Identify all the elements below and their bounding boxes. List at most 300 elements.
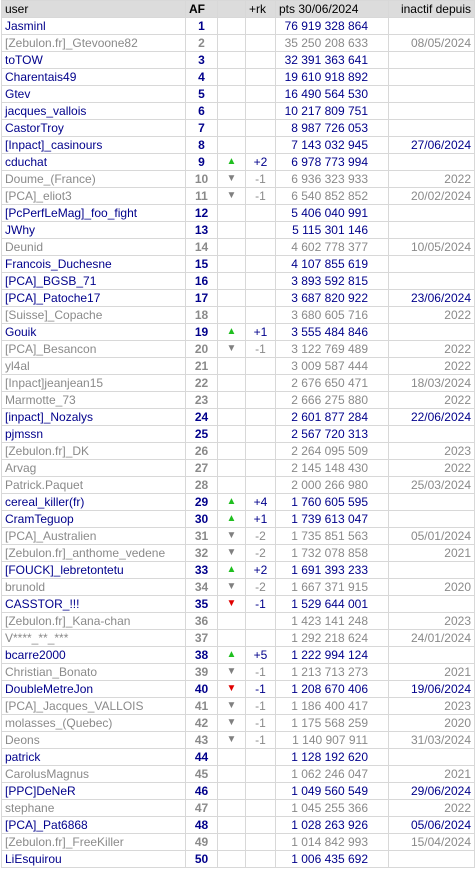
- points-value: 76 919 328 864: [276, 18, 389, 35]
- rank-change-arrow-cell: [218, 307, 246, 324]
- rank-change-value: -1: [246, 681, 276, 698]
- rank-cell: 45: [186, 766, 218, 783]
- rank-change-arrow-cell: [218, 834, 246, 851]
- rank-change-arrow-cell: [218, 426, 246, 443]
- rank-cell: 15: [186, 256, 218, 273]
- rank-change-value: [246, 460, 276, 477]
- rank-cell: 2: [186, 35, 218, 52]
- inactive-since-value: 22/06/2024: [389, 409, 475, 426]
- rank-change-value: -1: [246, 698, 276, 715]
- rank-change-value: [246, 69, 276, 86]
- inactive-since-value: 29/06/2024: [389, 783, 475, 800]
- user-name-link[interactable]: cereal_killer(fr): [2, 494, 186, 511]
- user-name-link[interactable]: pjmssn: [2, 426, 186, 443]
- rank-change-value: -2: [246, 579, 276, 596]
- user-name-link[interactable]: brunold: [2, 579, 186, 596]
- rank-change-arrow-cell: [218, 494, 246, 511]
- rank-cell: 30: [186, 511, 218, 528]
- inactive-since-value: 2022: [389, 171, 475, 188]
- table-row[interactable]: [2, 290, 475, 307]
- user-name-link[interactable]: Arvag: [2, 460, 186, 477]
- points-value: 35 250 208 633: [276, 35, 389, 52]
- inactive-since-value: [389, 494, 475, 511]
- rank-change-value: [246, 35, 276, 52]
- table-body: [2, 18, 475, 868]
- user-name-link[interactable]: Patrick.Paquet: [2, 477, 186, 494]
- points-value: 16 490 564 530: [276, 86, 389, 103]
- rank-change-value: -1: [246, 171, 276, 188]
- rank-change-value: [246, 256, 276, 273]
- rank-change-arrow-cell: [218, 69, 246, 86]
- points-value: 1 222 994 124: [276, 647, 389, 664]
- points-value: 1 208 670 406: [276, 681, 389, 698]
- points-value: 2 000 266 980: [276, 477, 389, 494]
- rank-change-arrow-cell: [218, 766, 246, 783]
- table-row[interactable]: [2, 69, 475, 86]
- rank-change-value: [246, 477, 276, 494]
- user-name-link[interactable]: Charentais49: [2, 69, 186, 86]
- table-row[interactable]: [2, 460, 475, 477]
- user-name-link[interactable]: [FOUCK]_lebretontetu: [2, 562, 186, 579]
- user-name-link[interactable]: Deunid: [2, 239, 186, 256]
- table-row[interactable]: [2, 630, 475, 647]
- rank-cell: 14: [186, 239, 218, 256]
- rank-change-value: -1: [246, 732, 276, 749]
- table-row[interactable]: [2, 341, 475, 358]
- inactive-since-value: 24/01/2024: [389, 630, 475, 647]
- rank-change-arrow-cell: [218, 664, 246, 681]
- inactive-since-value: 2022: [389, 800, 475, 817]
- table-row[interactable]: [2, 664, 475, 681]
- rank-change-value: -2: [246, 545, 276, 562]
- table-row[interactable]: [2, 171, 475, 188]
- rank-cell: 38: [186, 647, 218, 664]
- user-name-link[interactable]: [PCA]_Besancon: [2, 341, 186, 358]
- user-name-link[interactable]: molasses_(Quebec): [2, 715, 186, 732]
- user-name-link[interactable]: [PCA]_Jacques_VALLOIS: [2, 698, 186, 715]
- user-name-link[interactable]: [Suisse]_Copache: [2, 307, 186, 324]
- rank-cell: 28: [186, 477, 218, 494]
- rank-change-arrow-cell: [218, 222, 246, 239]
- inactive-since-value: [389, 851, 475, 868]
- rank-cell: 41: [186, 698, 218, 715]
- rank-change-arrow-cell: [218, 528, 246, 545]
- rank-cell: 32: [186, 545, 218, 562]
- table-row[interactable]: [2, 834, 475, 851]
- rank-cell: 31: [186, 528, 218, 545]
- table-row[interactable]: [2, 562, 475, 579]
- user-name-link[interactable]: yl4al: [2, 358, 186, 375]
- rank-cell: 16: [186, 273, 218, 290]
- inactive-since-value: [389, 562, 475, 579]
- rank-change-value: [246, 613, 276, 630]
- rank-change-value: [246, 783, 276, 800]
- inactive-since-value: 10/05/2024: [389, 239, 475, 256]
- user-name-link[interactable]: JWhy: [2, 222, 186, 239]
- rank-cell: 19: [186, 324, 218, 341]
- rank-change-arrow-cell: [218, 392, 246, 409]
- points-value: 1 739 613 047: [276, 511, 389, 528]
- rank-change-value: [246, 409, 276, 426]
- table-row[interactable]: [2, 52, 475, 69]
- points-value: 10 217 809 751: [276, 103, 389, 120]
- rank-cell: 17: [186, 290, 218, 307]
- header-af[interactable]: AF: [186, 1, 218, 18]
- rank-change-value: [246, 86, 276, 103]
- table-row[interactable]: [2, 443, 475, 460]
- points-value: 4 602 778 377: [276, 239, 389, 256]
- rank-cell: 47: [186, 800, 218, 817]
- ranking-table: [1, 0, 475, 868]
- points-value: 2 567 720 313: [276, 426, 389, 443]
- inactive-since-value: [389, 69, 475, 86]
- arrow-down-icon: ▼: [226, 173, 237, 184]
- arrow-up-icon: ▲: [226, 496, 237, 507]
- rank-cell: 26: [186, 443, 218, 460]
- rank-cell: 4: [186, 69, 218, 86]
- rank-change-value: +2: [246, 154, 276, 171]
- rank-change-value: [246, 205, 276, 222]
- rank-change-value: -1: [246, 341, 276, 358]
- user-name-link[interactable]: [PCA]_Patoche17: [2, 290, 186, 307]
- user-name-link[interactable]: Gouik: [2, 324, 186, 341]
- rank-change-arrow-cell: [218, 545, 246, 562]
- user-name-link[interactable]: Francois_Duchesne: [2, 256, 186, 273]
- points-value: 1 186 400 417: [276, 698, 389, 715]
- inactive-since-value: 05/01/2024: [389, 528, 475, 545]
- table-row[interactable]: [2, 188, 475, 205]
- user-name-link[interactable]: Christian_Bonato: [2, 664, 186, 681]
- table-row[interactable]: [2, 18, 475, 35]
- user-name-link[interactable]: patrick: [2, 749, 186, 766]
- points-value: 3 687 820 922: [276, 290, 389, 307]
- rank-change-arrow-cell: [218, 120, 246, 137]
- user-name-link[interactable]: [inpact]_Nozalys: [2, 409, 186, 426]
- rank-change-arrow-cell: [218, 18, 246, 35]
- inactive-since-value: [389, 426, 475, 443]
- table-row[interactable]: [2, 749, 475, 766]
- rank-change-value: +2: [246, 562, 276, 579]
- rank-change-arrow-cell: [218, 443, 246, 460]
- inactive-since-value: [389, 273, 475, 290]
- points-value: 3 009 587 444: [276, 358, 389, 375]
- user-name-link[interactable]: toTOW: [2, 52, 186, 69]
- rank-cell: 5: [186, 86, 218, 103]
- table-row[interactable]: [2, 698, 475, 715]
- table-row[interactable]: [2, 392, 475, 409]
- inactive-since-value: 20/02/2024: [389, 188, 475, 205]
- rank-change-arrow-cell: [218, 783, 246, 800]
- rank-cell: 23: [186, 392, 218, 409]
- rank-cell: 37: [186, 630, 218, 647]
- inactive-since-value: [389, 120, 475, 137]
- user-name-link[interactable]: [Zebulon.fr]_Kana-chan: [2, 613, 186, 630]
- user-name-link[interactable]: CASSTOR_!!!: [2, 596, 186, 613]
- inactive-since-value: [389, 324, 475, 341]
- rank-change-value: +1: [246, 511, 276, 528]
- table-row[interactable]: [2, 766, 475, 783]
- table-row[interactable]: [2, 596, 475, 613]
- table-row[interactable]: [2, 256, 475, 273]
- rank-change-arrow-cell: [218, 511, 246, 528]
- rank-cell: 33: [186, 562, 218, 579]
- rank-cell: 3: [186, 52, 218, 69]
- rank-cell: 25: [186, 426, 218, 443]
- arrow-up-icon: ▲: [226, 156, 237, 167]
- rank-change-arrow-cell: [218, 562, 246, 579]
- table-row[interactable]: [2, 154, 475, 171]
- rank-change-value: -1: [246, 715, 276, 732]
- rank-cell: 42: [186, 715, 218, 732]
- user-name-link[interactable]: [Zebulon.fr]_DK: [2, 443, 186, 460]
- points-value: 1 213 713 273: [276, 664, 389, 681]
- table-row[interactable]: [2, 545, 475, 562]
- table-row[interactable]: [2, 103, 475, 120]
- rank-change-arrow-cell: [218, 341, 246, 358]
- points-value: 1 140 907 911: [276, 732, 389, 749]
- rank-cell: 8: [186, 137, 218, 154]
- rank-change-arrow-cell: [218, 273, 246, 290]
- rank-change-value: [246, 239, 276, 256]
- rank-cell: 27: [186, 460, 218, 477]
- rank-cell: 9: [186, 154, 218, 171]
- user-name-link[interactable]: Gtev: [2, 86, 186, 103]
- user-name-link[interactable]: CastorTroy: [2, 120, 186, 137]
- rank-cell: 44: [186, 749, 218, 766]
- rank-change-value: -1: [246, 664, 276, 681]
- points-value: 2 145 148 430: [276, 460, 389, 477]
- inactive-since-value: 18/03/2024: [389, 375, 475, 392]
- inactive-since-value: 08/05/2024: [389, 35, 475, 52]
- user-name-link[interactable]: [PCA]_eliot3: [2, 188, 186, 205]
- inactive-since-value: [389, 86, 475, 103]
- arrow-down-icon: ▼: [226, 666, 237, 677]
- table-row[interactable]: [2, 647, 475, 664]
- user-name-link[interactable]: [Zebulon.fr]_Gtevoone82: [2, 35, 186, 52]
- rank-change-arrow-cell: [218, 579, 246, 596]
- user-name-link[interactable]: LiEsquirou: [2, 851, 186, 868]
- arrow-up-icon: ▲: [226, 326, 237, 337]
- inactive-since-value: 2021: [389, 766, 475, 783]
- user-name-link[interactable]: jacques_vallois: [2, 103, 186, 120]
- rank-cell: 24: [186, 409, 218, 426]
- inactive-since-value: 2020: [389, 715, 475, 732]
- arrow-down-icon: ▼: [226, 581, 237, 592]
- header-user[interactable]: user: [2, 1, 186, 18]
- rank-cell: 46: [186, 783, 218, 800]
- rank-change-value: -2: [246, 528, 276, 545]
- table-row[interactable]: [2, 324, 475, 341]
- table-row[interactable]: [2, 239, 475, 256]
- table-row[interactable]: [2, 528, 475, 545]
- points-value: 1 735 851 563: [276, 528, 389, 545]
- user-name-link[interactable]: Doume_(France): [2, 171, 186, 188]
- points-value: 3 555 484 846: [276, 324, 389, 341]
- table-row[interactable]: [2, 732, 475, 749]
- rank-change-arrow-cell: [218, 290, 246, 307]
- inactive-since-value: 2020: [389, 579, 475, 596]
- table-row[interactable]: [2, 477, 475, 494]
- points-value: 1 760 605 595: [276, 494, 389, 511]
- inactive-since-value: [389, 52, 475, 69]
- points-value: 8 987 726 053: [276, 120, 389, 137]
- rank-change-arrow-cell: [218, 851, 246, 868]
- points-value: 1 028 263 926: [276, 817, 389, 834]
- user-name-link[interactable]: [PPC]DeNeR: [2, 783, 186, 800]
- inactive-since-value: 23/06/2024: [389, 290, 475, 307]
- user-name-link[interactable]: bcarre2000: [2, 647, 186, 664]
- points-value: 6 540 852 852: [276, 188, 389, 205]
- table-row[interactable]: [2, 409, 475, 426]
- table-row[interactable]: [2, 511, 475, 528]
- arrow-down-icon: ▼: [226, 700, 237, 711]
- table-row[interactable]: [2, 613, 475, 630]
- rank-cell: 49: [186, 834, 218, 851]
- table-row[interactable]: [2, 205, 475, 222]
- rank-change-arrow-cell: [218, 596, 246, 613]
- rank-change-arrow-cell: [218, 188, 246, 205]
- user-name-link[interactable]: CarolusMagnus: [2, 766, 186, 783]
- table-row[interactable]: [2, 851, 475, 868]
- table-row[interactable]: [2, 494, 475, 511]
- rank-change-value: [246, 392, 276, 409]
- table-row[interactable]: [2, 715, 475, 732]
- inactive-since-value: 05/06/2024: [389, 817, 475, 834]
- inactive-since-value: 2022: [389, 358, 475, 375]
- rank-cell: 18: [186, 307, 218, 324]
- table-row[interactable]: [2, 358, 475, 375]
- user-name-link[interactable]: [PCA]_Pat6868: [2, 817, 186, 834]
- rank-change-value: [246, 273, 276, 290]
- user-name-link[interactable]: stephane: [2, 800, 186, 817]
- rank-change-arrow-cell: [218, 86, 246, 103]
- table-row[interactable]: [2, 375, 475, 392]
- user-name-link[interactable]: Deons: [2, 732, 186, 749]
- table-row[interactable]: [2, 222, 475, 239]
- rank-change-arrow-cell: [218, 35, 246, 52]
- points-value: 2 666 275 880: [276, 392, 389, 409]
- rank-change-arrow-cell: [218, 137, 246, 154]
- rank-cell: 40: [186, 681, 218, 698]
- table-row[interactable]: [2, 86, 475, 103]
- rank-change-arrow-cell: [218, 817, 246, 834]
- table-row[interactable]: [2, 579, 475, 596]
- arrow-down-icon: ▼: [226, 190, 237, 201]
- points-value: 1 128 192 620: [276, 749, 389, 766]
- user-name-link[interactable]: DoubleMetreJon: [2, 681, 186, 698]
- header-rk[interactable]: +rk: [246, 1, 276, 18]
- table-row[interactable]: [2, 120, 475, 137]
- user-name-link[interactable]: CramTeguop: [2, 511, 186, 528]
- rank-change-arrow-cell: [218, 681, 246, 698]
- inactive-since-value: [389, 205, 475, 222]
- rank-change-arrow-cell: [218, 154, 246, 171]
- rank-change-value: -1: [246, 188, 276, 205]
- rank-change-arrow-cell: [218, 715, 246, 732]
- inactive-since-value: 2023: [389, 698, 475, 715]
- user-name-link[interactable]: Jasminl: [2, 18, 186, 35]
- user-name-link[interactable]: [PCA]_BGSB_71: [2, 273, 186, 290]
- table-row[interactable]: [2, 783, 475, 800]
- inactive-since-value: [389, 749, 475, 766]
- user-name-link[interactable]: [PCA]_Australien: [2, 528, 186, 545]
- rank-change-value: -1: [246, 596, 276, 613]
- user-name-link[interactable]: [Zebulon.fr]_anthome_vedene: [2, 545, 186, 562]
- table-row[interactable]: [2, 681, 475, 698]
- rank-cell: 20: [186, 341, 218, 358]
- points-value: 1 732 078 858: [276, 545, 389, 562]
- points-value: 2 601 877 284: [276, 409, 389, 426]
- rank-cell: 10: [186, 171, 218, 188]
- rank-cell: 21: [186, 358, 218, 375]
- table-row[interactable]: [2, 137, 475, 154]
- table-row[interactable]: [2, 817, 475, 834]
- user-name-link[interactable]: [Zebulon.fr]_FreeKiller: [2, 834, 186, 851]
- rank-change-value: [246, 18, 276, 35]
- inactive-since-value: 2021: [389, 545, 475, 562]
- user-name-link[interactable]: cduchat: [2, 154, 186, 171]
- inactive-since-value: 15/04/2024: [389, 834, 475, 851]
- rank-change-value: [246, 307, 276, 324]
- user-name-link[interactable]: V****_**_***: [2, 630, 186, 647]
- rank-change-value: [246, 800, 276, 817]
- user-name-link[interactable]: [Inpact]_casinours: [2, 137, 186, 154]
- rank-cell: 34: [186, 579, 218, 596]
- points-value: 3 893 592 815: [276, 273, 389, 290]
- points-value: 2 676 650 471: [276, 375, 389, 392]
- rank-change-value: [246, 426, 276, 443]
- rank-cell: 35: [186, 596, 218, 613]
- rank-change-arrow-cell: [218, 630, 246, 647]
- table-row[interactable]: [2, 35, 475, 52]
- user-name-link[interactable]: Marmotte_73: [2, 392, 186, 409]
- header-inactive[interactable]: inactif depuis: [389, 1, 475, 18]
- table-row[interactable]: [2, 307, 475, 324]
- rank-change-value: [246, 749, 276, 766]
- rank-change-value: [246, 120, 276, 137]
- points-value: 2 264 095 509: [276, 443, 389, 460]
- rank-change-value: [246, 834, 276, 851]
- table-row[interactable]: [2, 426, 475, 443]
- inactive-since-value: [389, 103, 475, 120]
- header-pts[interactable]: pts 30/06/2024: [276, 1, 389, 18]
- points-value: 3 680 605 716: [276, 307, 389, 324]
- inactive-since-value: 2022: [389, 307, 475, 324]
- rank-change-value: +1: [246, 324, 276, 341]
- rank-cell: 12: [186, 205, 218, 222]
- inactive-since-value: [389, 647, 475, 664]
- points-value: 1 691 393 233: [276, 562, 389, 579]
- user-name-link[interactable]: [Inpact]jeanjean15: [2, 375, 186, 392]
- table-row[interactable]: [2, 800, 475, 817]
- arrow-down-icon: ▼: [226, 734, 237, 745]
- inactive-since-value: [389, 596, 475, 613]
- inactive-since-value: 2022: [389, 460, 475, 477]
- points-value: 4 107 855 619: [276, 256, 389, 273]
- user-name-link[interactable]: [PcPerfLeMag]_foo_fight: [2, 205, 186, 222]
- inactive-since-value: 2022: [389, 392, 475, 409]
- rank-change-arrow-cell: [218, 171, 246, 188]
- table-row[interactable]: [2, 273, 475, 290]
- rank-change-arrow-cell: [218, 800, 246, 817]
- rank-cell: 13: [186, 222, 218, 239]
- rank-cell: 48: [186, 817, 218, 834]
- inactive-since-value: 2022: [389, 341, 475, 358]
- inactive-since-value: [389, 511, 475, 528]
- rank-change-value: [246, 817, 276, 834]
- points-value: 1 014 842 993: [276, 834, 389, 851]
- rank-change-arrow-cell: [218, 732, 246, 749]
